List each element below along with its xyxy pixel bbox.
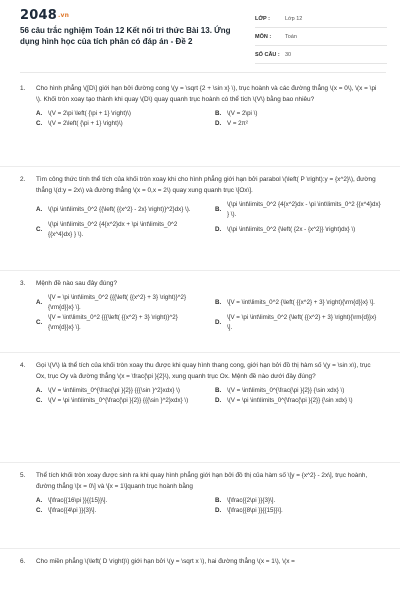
- meta-key: LỚP :: [255, 15, 270, 22]
- option-letter: C.: [36, 319, 43, 326]
- option-letter: C.: [36, 226, 43, 233]
- logo-text: 2048: [20, 8, 57, 23]
- question-number: 4.: [20, 362, 26, 369]
- option-c[interactable]: [36, 119, 203, 129]
- option-letter: D.: [215, 319, 222, 326]
- question-stem: [20, 549, 382, 567]
- option-text: \(V = \pi \int\limits_0^{\frac{\pi }{2}} {\sin xdx} \): [227, 397, 353, 404]
- question-3: [0, 271, 400, 353]
- option-b[interactable]: [215, 386, 382, 396]
- option-letter: B.: [215, 299, 222, 306]
- question-text: Tìm công thức tính thể tích của khối tròn xoay khi cho hình phẳng giới hạn bởi parabol \(\left( P \right):y = {x^2}\), đường thẳng \(d:y = 2x\) và đường thẳng \(x = 0,x = 2\) quay xung quanh trục \[Ox\].: [36, 176, 376, 194]
- meta-row-count: [255, 46, 387, 64]
- option-text: \(\pi \int\limits_0^2 {4{x^2}dx + \pi \int\limits_0^2 {{x^4}dx} } \).: [48, 221, 178, 238]
- options-grid: [20, 196, 382, 246]
- options-grid: [20, 289, 382, 339]
- option-letter: A.: [36, 299, 43, 306]
- option-letter: B.: [215, 497, 222, 504]
- option-text: V = 2π²: [227, 120, 248, 127]
- option-text: \[\frac{{4\pi }}{3}\].: [48, 507, 97, 514]
- meta-row-class: [255, 10, 387, 28]
- logo-suffix: .vn: [57, 12, 70, 19]
- question-text: Cho hình phẳng \([D\] giới hạn bởi đường cong \(y = \sqrt {2 + \sin x} \), trục hoành và các đường thẳng \(x = 0\), \(x = \pi \). Khối tròn xoay tạo thành khi quay \(D\) quay quanh trục hoành có thể tích \(V\) bằng bao nhiêu?: [36, 85, 377, 103]
- meta-value: Toán: [285, 33, 297, 40]
- meta-value: 30: [285, 51, 292, 58]
- question-stem: [20, 353, 382, 382]
- question-2: [0, 167, 400, 271]
- option-letter: A.: [36, 206, 43, 213]
- option-a[interactable]: [36, 496, 203, 506]
- option-a[interactable]: [36, 386, 203, 396]
- options-grid: [20, 382, 382, 412]
- option-letter: A.: [36, 387, 43, 394]
- option-c[interactable]: [36, 506, 203, 516]
- question-stem: [20, 463, 382, 492]
- option-text: \[\frac{{16\pi }}{{15}}\].: [48, 497, 108, 504]
- option-b[interactable]: [215, 200, 382, 220]
- option-d[interactable]: [215, 396, 382, 406]
- option-text: \(V = \int\limits_0^{\frac{\pi }{2}} {{{\sin }^2}xdx} \): [48, 387, 180, 394]
- question-text: Cho miền phẳng \(\left( D \right)\) giới hạn bởi \(y = \sqrt x \), hai đường thẳng \(x = 1\), \(x =: [36, 558, 295, 565]
- header-divider: [20, 72, 386, 73]
- question-number: 5.: [20, 472, 26, 479]
- question-stem: [20, 167, 382, 196]
- option-text: \[\frac{{2\pi }}{3}\].: [227, 497, 276, 504]
- option-text: \(V = \pi \int\limits_0^{\frac{\pi }{2}} {{{\sin }^2}xdx} \): [48, 397, 189, 404]
- option-letter: B.: [215, 206, 222, 213]
- option-d[interactable]: [215, 220, 382, 240]
- option-letter: D.: [215, 397, 222, 404]
- option-letter: A.: [36, 110, 43, 117]
- option-c[interactable]: [36, 313, 203, 333]
- option-text: \[V = \int\limits_0^2 {{{\left( {{x^2} + 3} \right)}^2}{\rm{d}}x} \].: [48, 314, 178, 331]
- option-c[interactable]: [36, 220, 203, 240]
- question-number: 1.: [20, 85, 26, 92]
- option-letter: B.: [215, 387, 222, 394]
- option-text: \(\pi \int\limits_0^2 {4{x^2}dx - \pi \int\limits_0^2 {{x^4}dx} } \).: [227, 201, 381, 218]
- option-text: \(V = 2\pi \): [227, 110, 258, 117]
- meta-table: [255, 10, 387, 64]
- question-number: 6.: [20, 558, 26, 565]
- option-a[interactable]: [36, 200, 203, 220]
- option-letter: C.: [36, 120, 43, 127]
- meta-key: MÔN :: [255, 33, 272, 40]
- meta-key: SỐ CÂU :: [255, 51, 280, 58]
- options-grid: [20, 492, 382, 522]
- option-d[interactable]: [215, 313, 382, 333]
- question-number: 3.: [20, 280, 26, 287]
- page-title: 56 câu trắc nghiệm Toán 12 Kết nối tri thức Bài 13. Ứng dụng hình học của tích phân có đáp án - Đề 2: [20, 26, 231, 46]
- question-1: [0, 76, 400, 167]
- option-text: \[V = \int\limits_0^2 {\left( {{x^2} + 3} \right){\rm{d}}x} \].: [227, 299, 375, 306]
- option-text: \[\frac{{8\pi }}{{15}}\].: [227, 507, 283, 514]
- document-header: [0, 0, 400, 74]
- option-text: \[V = \pi \int\limits_0^2 {\left( {{x^2} + 3} \right){\rm{d}}x} \].: [227, 314, 377, 331]
- option-letter: C.: [36, 397, 43, 404]
- question-stem: [20, 76, 382, 105]
- option-c[interactable]: [36, 396, 203, 406]
- option-letter: D.: [215, 120, 222, 127]
- option-text: \(V = 2\pi \left( {\pi + 1} \right)\): [48, 110, 131, 117]
- question-text: Gọi \(V\) là thể tích của khối tròn xoay thu được khi quay hình thang cong, giới hạn bởi đồ thị hàm số \(y = \sin x\), trục Ox, trục Oy và đường thẳng \(x = \frac{\pi }{2}\), xung quanh trục Ox. Mệnh đề nào dưới đây đúng?: [36, 362, 371, 380]
- option-letter: B.: [215, 110, 222, 117]
- question-4: [0, 353, 400, 463]
- option-b[interactable]: [215, 293, 382, 313]
- option-b[interactable]: [215, 109, 382, 119]
- option-text: \(V = \int\limits_0^{\frac{\pi }{2}} {\sin xdx} \): [227, 387, 345, 394]
- option-letter: C.: [36, 507, 43, 514]
- meta-row-subject: [255, 28, 387, 46]
- question-text: Mệnh đề nào sau đây đúng?: [36, 280, 118, 287]
- option-b[interactable]: [215, 496, 382, 506]
- question-text: Thể tích khối tròn xoay được sinh ra khi quay hình phẳng giới hạn bởi đồ thị của hàm số \[y = {x^2} - 2x\], trục hoành, đường thẳng \[x = 0\] và \[x = 1\]quanh trục hoành bằng: [36, 472, 368, 490]
- option-d[interactable]: [215, 506, 382, 516]
- option-d[interactable]: [215, 119, 382, 129]
- option-text: \(\pi \int\limits_0^2 {{\left( {{x^2} - 2x} \right)}^2}dx} \).: [48, 206, 191, 213]
- question-6: [0, 549, 400, 589]
- question-list: [0, 76, 400, 589]
- option-text: \[V = \pi \int\limits_0^2 {{{\left( {{x^2} + 3} \right)}^2}{\rm{d}}x} \].: [48, 294, 187, 311]
- meta-value: Lớp 12: [285, 15, 303, 22]
- option-a[interactable]: [36, 109, 203, 119]
- option-text: \(V = 2\left( {\pi + 1} \right)\): [48, 120, 123, 127]
- site-logo[interactable]: [20, 8, 69, 23]
- option-a[interactable]: [36, 293, 203, 313]
- option-letter: D.: [215, 507, 222, 514]
- options-grid: [20, 105, 382, 135]
- question-stem: [20, 271, 382, 289]
- question-5: [0, 463, 400, 549]
- option-text: \(\pi \int\limits_0^2 {\left( {2x - {x^2}} \right)dx} \): [227, 226, 356, 233]
- option-letter: D.: [215, 226, 222, 233]
- option-letter: A.: [36, 497, 43, 504]
- question-number: 2.: [20, 176, 26, 183]
